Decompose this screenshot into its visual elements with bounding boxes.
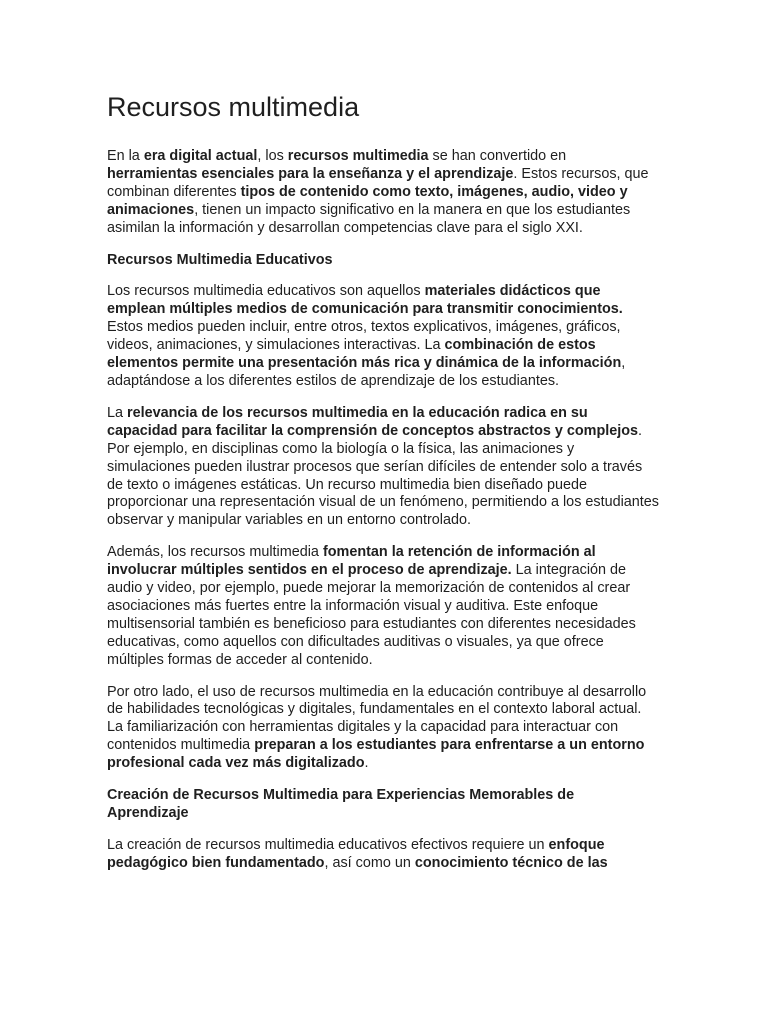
text-run: . <box>364 755 369 772</box>
bold-run: combinación de estos elementos permite una presentación más rica y dinámica de la información <box>107 337 622 372</box>
paragraph-relevance <box>107 405 659 530</box>
paragraph-creation <box>107 837 659 873</box>
bold-run: preparan a los estudiantes para enfrentarse a un entorno profesional cada vez más digitalizado <box>107 737 645 772</box>
text-run: Además, los recursos multimedia <box>107 544 323 561</box>
section-heading: Recursos Multimedia Educativos <box>107 251 333 268</box>
bold-run: materiales didácticos que emplean múltiples medios de comunicación para transmitir conocimientos. <box>107 283 623 318</box>
text-run: En la <box>107 148 144 164</box>
paragraph-retention <box>107 544 659 669</box>
text-run: , adaptándose a los diferentes estilos de aprendizaje de los estudiantes. <box>107 355 626 389</box>
paragraph-skills <box>107 684 659 774</box>
text-run: Los recursos multimedia educativos son aquellos <box>107 283 425 300</box>
document-title: Recursos multimedia <box>107 92 360 122</box>
document-page <box>107 88 659 887</box>
bold-run: era digital actual <box>143 148 258 164</box>
paragraph-definition <box>107 283 659 390</box>
bold-run: conocimiento técnico de las <box>414 854 608 871</box>
text-run: Por otro lado, el uso de recursos multimedia en la educación contribuye al desarrollo de habilidades tecnológicas y digitales, fundamentales en el contexto laboral actual. La familiarización con herramientas digitales y la capacidad para interactuar con contenidos multimedia <box>107 683 647 754</box>
bold-run: herramientas esenciales para la enseñanza y el aprendizaje <box>107 165 514 182</box>
text-run: . Estos recursos, que combinan diferentes <box>107 165 649 200</box>
text-run: La <box>107 404 128 421</box>
bold-run: relevancia de los recursos multimedia en la educación radica en su capacidad para facilitar la comprensión de conceptos abstractos y complejos <box>107 404 639 439</box>
bold-run: recursos multimedia <box>287 148 429 164</box>
bold-run: enfoque pedagógico bien fundamentado <box>107 836 605 871</box>
text-run: se han convertido en <box>428 148 567 164</box>
text-run: . Por ejemplo, en disciplinas como la biología o la física, las animaciones y simulaciones pueden ilustrar procesos que serían difíciles de entender solo a través de texto o imágenes estáticas. Un recurso multimedia bien diseñado puede proporcionar una representación visual de un fenómeno, permitiendo a los estudiantes observar y manipular variables en un entorno controlado. <box>107 422 659 529</box>
bold-run: tipos de contenido como texto, imágenes, audio, video y animaciones <box>107 183 628 218</box>
text-run: , los <box>257 148 288 164</box>
text-run: , tienen un impacto significativo en la manera en que los estudiantes asimilan la información y desarrollan competencias clave para el siglo XXI. <box>107 201 631 236</box>
paragraph-intro <box>107 148 659 238</box>
text-run: Estos medios pueden incluir, entre otros, textos explicativos, imágenes, gráficos, videos, animaciones, y simulaciones interactivas. La <box>107 319 621 354</box>
bold-run: fomentan la retención de información al involucrar múltiples sentidos en el proceso de aprendizaje. <box>107 544 596 579</box>
section-heading: Creación de Recursos Multimedia para Experiencias Memorables de Aprendizaje <box>107 787 575 821</box>
text-run: La integración de audio y video, por ejemplo, puede mejorar la memorización de contenidos al crear asociaciones más fuertes entre la información visual y auditiva. Este enfoque multisensorial también es beneficioso para estudiantes con diferentes necesidades educativas, como aquellos con dificultades auditivas o visuales, ya que ofrece múltiples formas de acceder al contenido. <box>107 562 636 668</box>
text-run: , así como un <box>324 854 415 871</box>
text-run: La creación de recursos multimedia educativos efectivos requiere un <box>107 836 549 853</box>
